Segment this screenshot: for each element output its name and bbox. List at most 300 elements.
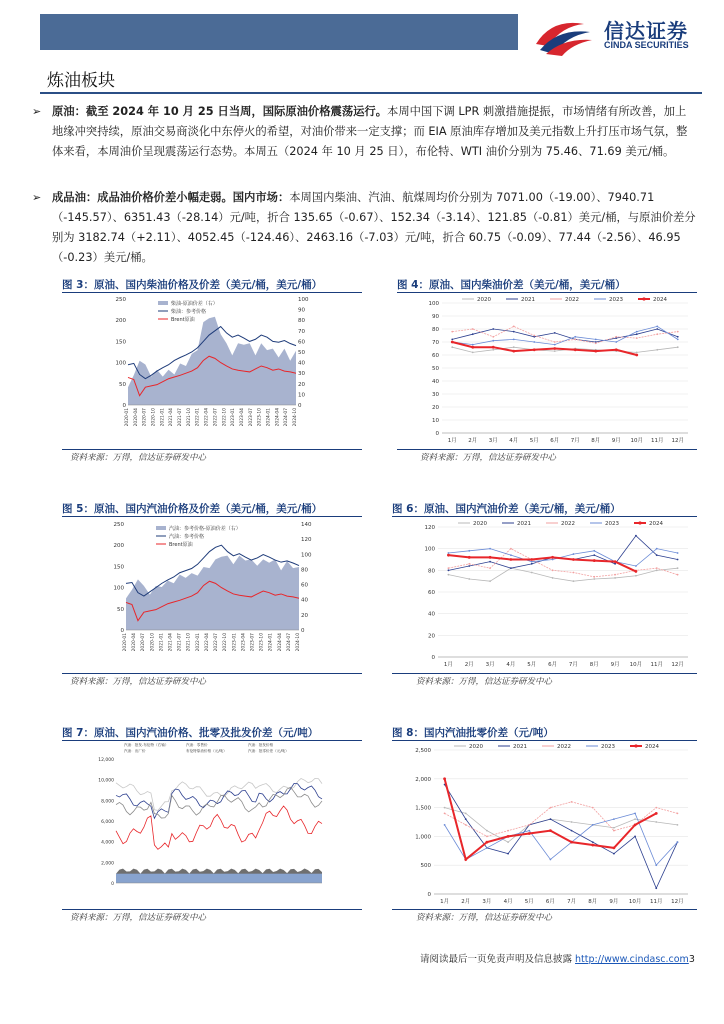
data-point-2021 <box>677 559 679 561</box>
y-left-tick-label: 100 <box>115 360 126 367</box>
data-point-2022 <box>595 342 597 344</box>
y-tick-label: 1,500 <box>415 805 431 812</box>
data-point-2021 <box>468 565 470 567</box>
data-point-2022 <box>486 836 488 838</box>
data-point-2020 <box>636 352 638 354</box>
x-tick-label: 2023-01 <box>231 408 237 427</box>
series-line-2022 <box>448 549 677 577</box>
series-line-0 <box>116 778 322 810</box>
data-point-2023 <box>655 864 657 866</box>
legend-swatch <box>156 526 166 530</box>
data-point-2020 <box>677 567 679 569</box>
fig7-chart <box>96 741 336 903</box>
paragraph-crude <box>32 102 697 162</box>
y-right-tick-label: 50 <box>298 350 305 356</box>
data-point-2023 <box>486 847 488 849</box>
data-point-2020 <box>677 346 679 348</box>
header-band <box>40 14 518 50</box>
x-tick-label: 11月 <box>650 662 663 668</box>
data-point-2023 <box>613 818 615 820</box>
legend-label: 柴油：参考价格 <box>171 309 207 315</box>
series-line-2024 <box>452 342 637 355</box>
x-tick-label: 2023-10 <box>257 408 263 427</box>
data-point-2023 <box>595 339 597 341</box>
legend-label: 汽油：参考价格 <box>169 534 205 540</box>
data-point-2024 <box>613 847 616 850</box>
data-point-2024 <box>634 823 637 826</box>
data-point-2023 <box>635 565 637 567</box>
y-tick-label: 20 <box>428 633 435 640</box>
x-tick-label: 8月 <box>588 899 598 905</box>
data-point-2021 <box>451 339 453 341</box>
series-line-2021 <box>452 329 678 342</box>
fig7-source: 资料来源：万得，信达证券研发中心 <box>70 913 207 923</box>
data-point-2023 <box>513 339 515 341</box>
y-tick-label: 50 <box>432 366 439 372</box>
x-tick-label: 2024-07 <box>286 633 292 652</box>
data-point-2022 <box>489 567 491 569</box>
y-left-tick-label: 150 <box>113 564 124 571</box>
data-point-2023 <box>615 341 617 343</box>
legend-label: Brent原油 <box>169 542 193 548</box>
data-point-2022 <box>448 567 450 569</box>
x-tick-label: 2020-04 <box>132 633 138 652</box>
legend-label: 2023 <box>601 744 615 750</box>
x-tick-label: 2024-04 <box>277 633 283 652</box>
x-tick-label: 2024-10 <box>293 408 298 427</box>
legend-label: 2021 <box>517 521 531 527</box>
data-point-2021 <box>593 554 595 556</box>
y-tick-label: 2,500 <box>415 748 431 754</box>
data-point-2024 <box>593 559 596 562</box>
fig5-bottom-rule <box>62 673 362 674</box>
data-point-2020 <box>552 577 554 579</box>
data-point-2024 <box>489 556 492 559</box>
data-point-2022 <box>656 567 658 569</box>
footer-disclaimer: 请阅读最后一页免责声明及信息披露 <box>420 954 576 965</box>
logo-text-en: CINDA SECURITIES <box>604 40 689 50</box>
paragraph-products-body: 本周国内柴油、汽油、航煤周均价分别为 7071.00（-19.00）、7940.71（-145.57）、6351.43（-28.14）元/吨，折合 135.65（-0.67）、152.34（-3.14）、121.85（-0.81）美元/桶，与原油价差分别为 3182.74（+2.11）、4052.45（-124.46）、2463.16（-7.03）元/吨，折合 60.75（-0.09）、77.44（-2.56）、46.95（-0.23）美元/桶。 <box>52 191 696 264</box>
y-left-tick-label: 50 <box>119 381 126 388</box>
data-point-2023 <box>656 548 658 550</box>
y-tick-label: 100 <box>428 301 439 307</box>
data-point-2021 <box>448 569 450 571</box>
legend-label: 2023 <box>605 521 619 527</box>
data-point-2023 <box>574 336 576 338</box>
data-point-2020 <box>571 821 573 823</box>
x-tick-label: 2月 <box>468 438 478 444</box>
fig5-source: 资料来源：万得，信达证券研发中心 <box>70 677 207 687</box>
fig8-bottom-rule <box>392 909 697 910</box>
data-point-2020 <box>656 569 658 571</box>
fig5-title: 图 5：原油、国内汽油价格及价差（美元/桶，美元/桶） <box>62 503 323 515</box>
y-right-tick-label: 140 <box>301 522 312 528</box>
series-line-2021 <box>448 536 677 571</box>
y-tick-label: 100 <box>424 546 435 553</box>
x-tick-label: 10月 <box>630 438 643 444</box>
y-tick-label: 80 <box>428 568 435 575</box>
y-right-tick-label: 120 <box>301 537 312 544</box>
y-tick-label: 0 <box>435 431 439 437</box>
y-tick-label: 0 <box>111 882 114 887</box>
data-point-2021 <box>510 567 512 569</box>
section-title: 炼油板块 <box>47 71 115 91</box>
bullet-arrow-icon: ➢ <box>32 105 42 118</box>
legend-swatch <box>158 301 168 305</box>
legend-label: 2020 <box>473 521 487 527</box>
x-tick-label: 4月 <box>509 438 519 444</box>
data-point-2022 <box>573 572 575 574</box>
x-tick-label: 7月 <box>567 899 577 905</box>
legend-label: 2022 <box>565 297 579 303</box>
y-tick-label: 8,000 <box>101 799 114 805</box>
data-point-2020 <box>468 578 470 580</box>
y-tick-label: 80 <box>432 327 439 333</box>
data-point-2022 <box>552 569 554 571</box>
bullet-arrow-icon: ➢ <box>32 191 42 204</box>
data-point-2022 <box>636 337 638 339</box>
y-tick-label: 4,000 <box>101 840 114 846</box>
data-point-2023 <box>552 559 554 561</box>
data-point-2023 <box>550 859 552 861</box>
data-point-2023 <box>492 340 494 342</box>
data-point-2024 <box>551 556 554 559</box>
data-point-2021 <box>592 841 594 843</box>
x-tick-label: 12月 <box>671 438 684 444</box>
y-tick-label: 2,000 <box>101 861 114 867</box>
data-point-2022 <box>614 574 616 576</box>
footer <box>420 951 695 965</box>
data-point-2021 <box>677 336 679 338</box>
x-tick-label: 9月 <box>611 438 621 444</box>
y-tick-label: 2,000 <box>415 776 431 783</box>
data-point-2020 <box>573 580 575 582</box>
data-point-2021 <box>571 830 573 832</box>
y-tick-label: 120 <box>424 525 435 531</box>
y-right-tick-label: 60 <box>298 339 305 346</box>
x-tick-label: 6月 <box>550 438 560 444</box>
x-tick-label: 2023-01 <box>232 633 238 652</box>
data-point-2021 <box>614 563 616 565</box>
y-tick-label: 70 <box>432 340 439 346</box>
data-point-2024 <box>451 341 454 344</box>
y-right-tick-label: 80 <box>298 318 305 325</box>
data-point-2024 <box>594 350 597 353</box>
legend-label: 2020 <box>477 297 491 303</box>
x-tick-label: 2022-04 <box>204 633 210 652</box>
x-tick-label: 10月 <box>629 662 643 668</box>
data-point-2020 <box>507 841 509 843</box>
legend-label: 2021 <box>521 297 535 303</box>
data-point-2021 <box>550 818 552 820</box>
fig8-chart <box>406 740 694 908</box>
data-point-2024 <box>572 558 575 561</box>
fig5-chart <box>110 518 315 670</box>
x-tick-label: 4月 <box>503 899 513 905</box>
data-point-2022 <box>655 807 657 809</box>
y-tick-label: 1,000 <box>415 834 431 841</box>
y-tick-label: 40 <box>432 379 439 385</box>
x-tick-label: 10月 <box>628 899 642 905</box>
x-tick-label: 2022-10 <box>223 633 229 652</box>
footer-url-link[interactable]: http://www.cindasc.com <box>575 954 689 965</box>
data-point-2021 <box>472 333 474 335</box>
x-tick-label: 2024-01 <box>268 633 274 652</box>
x-tick-label: 6月 <box>548 662 558 668</box>
x-tick-label: 2月 <box>464 662 474 668</box>
data-point-2024 <box>443 777 446 780</box>
data-point-2022 <box>444 812 446 814</box>
data-point-2024 <box>530 558 533 561</box>
data-point-2020 <box>489 580 491 582</box>
data-point-2021 <box>531 563 533 565</box>
y-tick-label: 20 <box>432 405 439 411</box>
fig6-source: 资料来源：万得，信达证券研发中心 <box>416 677 553 687</box>
legend-marker <box>638 521 641 524</box>
data-point-2024 <box>507 835 510 838</box>
y-tick-label: 6,000 <box>101 820 114 825</box>
y-tick-label: 90 <box>432 314 439 320</box>
paragraph-crude-heading: 原油：截至 2024 年 10 月 25 日当周，国际原油价格震荡运行。 <box>52 105 388 118</box>
data-point-2020 <box>486 830 488 832</box>
x-tick-label: 2020-04 <box>133 408 139 427</box>
x-tick-label: 2021-04 <box>168 633 174 652</box>
data-point-2022 <box>465 824 467 826</box>
y-right-tick-label: 100 <box>298 297 309 303</box>
fig3-rule <box>62 292 362 293</box>
data-point-2023 <box>468 550 470 552</box>
data-point-2020 <box>677 824 679 826</box>
y-right-tick-label: 20 <box>301 612 308 619</box>
y-left-tick-label: 0 <box>122 403 126 409</box>
y-right-tick-label: 90 <box>298 307 305 314</box>
fig6-title: 图 6：原油、国内汽油价差（美元/桶，美元/桶） <box>392 503 621 515</box>
y-right-tick-label: 40 <box>301 597 308 604</box>
x-tick-label: 1月 <box>447 438 457 444</box>
data-point-2024 <box>468 556 471 559</box>
data-point-2023 <box>593 550 595 552</box>
data-point-2021 <box>635 535 637 537</box>
data-point-2020 <box>613 827 615 829</box>
x-tick-label: 2022-01 <box>195 633 201 652</box>
data-point-2022 <box>677 574 679 576</box>
x-tick-label: 2023-04 <box>241 633 247 652</box>
data-point-2020 <box>513 346 515 348</box>
data-point-2022 <box>472 328 474 330</box>
y-tick-label: 40 <box>428 611 435 618</box>
data-point-2024 <box>510 558 513 561</box>
data-point-2021 <box>634 836 636 838</box>
paragraph-products <box>32 188 697 268</box>
y-tick-label: 0 <box>431 655 435 661</box>
legend-label: 2024 <box>649 521 663 527</box>
retail-spread-band <box>116 874 322 883</box>
data-point-2022 <box>468 563 470 565</box>
legend-label: 2022 <box>561 521 575 527</box>
data-point-2021 <box>655 887 657 889</box>
paragraph-crude-body: 本周中国下调 LPR 刺激措施提振，市场情绪有所改善，加上地缘冲突持续，原油交易商淡化中东停火的希望，对油价带来一定支撑；而 EIA 原油库存增加及美元指数上升打压市场气氛，整体来看，本周油价呈现震荡运行态势。本周五（2024 年 10 月 25 日），布伦特、WTI 油价分别为 75.46、71.69 美元/桶。 <box>52 105 688 158</box>
data-point-2023 <box>510 554 512 556</box>
data-point-2021 <box>656 328 658 330</box>
data-point-2023 <box>448 552 450 554</box>
x-tick-label: 2月 <box>461 899 471 905</box>
x-tick-label: 2020-07 <box>141 633 147 652</box>
data-point-2023 <box>636 331 638 333</box>
x-tick-label: 2021-04 <box>169 408 175 427</box>
data-point-2023 <box>489 548 491 550</box>
data-point-2024 <box>655 812 658 815</box>
data-point-2024 <box>486 841 489 844</box>
data-point-2024 <box>549 829 552 832</box>
y-right-tick-label: 30 <box>298 371 305 378</box>
x-tick-label: 7月 <box>568 662 578 668</box>
y-right-tick-label: 80 <box>301 567 308 574</box>
data-point-2020 <box>448 574 450 576</box>
legend-label: 2024 <box>645 744 659 750</box>
fig8-title: 图 8：国内汽油批零价差（元/吨） <box>392 727 554 739</box>
data-point-2023 <box>656 326 658 328</box>
data-point-2024 <box>635 354 638 357</box>
data-point-2022 <box>656 333 658 335</box>
legend-marker <box>642 297 645 300</box>
x-tick-label: 7月 <box>570 438 580 444</box>
x-tick-label: 2024-10 <box>296 633 301 652</box>
x-tick-label: 2023-10 <box>259 633 265 652</box>
x-tick-label: 2022-07 <box>213 408 219 427</box>
fig3-source: 资料来源：万得，信达证券研发中心 <box>70 453 207 463</box>
fig5-rule <box>62 516 362 517</box>
x-tick-label: 9月 <box>610 662 620 668</box>
legend-label: 2022 <box>557 744 571 750</box>
fig3-bottom-rule <box>62 449 362 450</box>
section-divider <box>40 92 702 94</box>
x-tick-label: 2024-01 <box>266 408 272 427</box>
x-tick-label: 2022-10 <box>222 408 228 427</box>
fig6-chart <box>414 517 694 673</box>
x-tick-label: 2021-10 <box>186 633 192 652</box>
y-right-tick-label: 100 <box>301 552 312 559</box>
data-point-2023 <box>472 344 474 346</box>
data-point-2024 <box>614 560 617 563</box>
fig4-source: 资料来源：万得，信达证券研发中心 <box>420 453 557 463</box>
fig3-title: 图 3：原油、国内柴油价格及价差（美元/桶，美元/桶） <box>62 279 323 291</box>
y-tick-label: 500 <box>420 863 431 870</box>
data-point-2024 <box>591 844 594 847</box>
data-point-2020 <box>472 352 474 354</box>
y-left-tick-label: 50 <box>117 606 124 613</box>
y-right-tick-label: 60 <box>301 582 308 589</box>
data-point-2021 <box>554 332 556 334</box>
data-point-2023 <box>677 841 679 843</box>
data-point-2023 <box>634 812 636 814</box>
data-point-2022 <box>492 336 494 338</box>
x-tick-label: 8月 <box>591 438 601 444</box>
data-point-2020 <box>451 346 453 348</box>
page-number: 3 <box>688 954 695 965</box>
x-tick-label: 12月 <box>671 899 684 905</box>
x-tick-label: 1月 <box>443 662 453 668</box>
data-point-2020 <box>634 818 636 820</box>
x-tick-label: 6月 <box>545 899 555 905</box>
x-tick-label: 3月 <box>482 899 492 905</box>
x-tick-label: 2022-07 <box>214 633 220 652</box>
y-tick-label: 30 <box>432 392 439 398</box>
data-point-2020 <box>492 349 494 351</box>
x-tick-label: 5月 <box>527 662 537 668</box>
fig4-title: 图 4：原油、国内柴油价差（美元/桶，美元/桶） <box>397 279 626 291</box>
x-tick-label: 3月 <box>488 438 498 444</box>
x-tick-label: 2020-10 <box>151 408 157 427</box>
fig3-chart <box>112 295 310 443</box>
series-line-1 <box>116 783 322 818</box>
data-point-2022 <box>615 336 617 338</box>
data-point-2022 <box>533 335 535 337</box>
legend-label: 2021 <box>513 744 527 750</box>
data-point-2021 <box>465 818 467 820</box>
x-tick-label: 11月 <box>650 899 663 905</box>
data-point-2022 <box>513 326 515 328</box>
x-tick-label: 3月 <box>485 662 495 668</box>
x-tick-label: 8月 <box>589 662 599 668</box>
data-point-2020 <box>554 350 556 352</box>
x-tick-label: 2023-04 <box>239 408 245 427</box>
fig6-bottom-rule <box>392 673 697 674</box>
data-point-2022 <box>554 341 556 343</box>
y-tick-label: 0 <box>427 892 431 898</box>
y-left-tick-label: 150 <box>115 339 126 346</box>
data-point-2020 <box>444 807 446 809</box>
fig7-bottom-rule <box>62 909 362 910</box>
data-point-2024 <box>574 348 577 351</box>
data-point-2022 <box>677 812 679 814</box>
data-point-2021 <box>656 554 658 556</box>
data-point-2023 <box>444 824 446 826</box>
x-tick-label: 2020-07 <box>142 408 148 427</box>
data-point-2022 <box>574 339 576 341</box>
data-point-2023 <box>528 830 530 832</box>
data-point-2020 <box>655 821 657 823</box>
legend-label: 布伦特原油价格（元/吨） <box>186 749 227 753</box>
y-tick-label: 60 <box>432 353 439 359</box>
data-point-2024 <box>570 841 573 844</box>
data-point-2020 <box>465 812 467 814</box>
y-left-tick-label: 0 <box>120 628 124 634</box>
data-point-2021 <box>513 331 515 333</box>
data-point-2024 <box>615 348 618 351</box>
legend-label: 柴油-原油价差（右） <box>171 301 218 307</box>
fig7-title: 图 7：原油、国内汽油价格、批零及批发价差（元/吨） <box>62 727 319 739</box>
data-point-2024 <box>528 832 531 835</box>
data-point-2020 <box>635 575 637 577</box>
legend-label: 汽油：批发价格 <box>248 743 274 747</box>
x-tick-label: 4月 <box>506 662 516 668</box>
data-point-2023 <box>677 339 679 341</box>
paragraph-products-heading: 成品油：成品油价格价差小幅走弱。国内市场： <box>52 191 290 204</box>
x-tick-label: 2021-07 <box>178 408 184 427</box>
x-tick-label: 2021-01 <box>160 408 166 427</box>
y-left-tick-label: 100 <box>113 585 124 592</box>
y-right-tick-label: 10 <box>298 392 305 399</box>
legend-label: 汽油：批发-布伦特（右轴） <box>124 743 169 747</box>
data-point-2023 <box>592 824 594 826</box>
data-point-2022 <box>571 801 573 803</box>
data-point-2021 <box>489 561 491 563</box>
fig4-chart <box>418 293 694 449</box>
x-tick-label: 2024-07 <box>284 408 290 427</box>
data-point-2022 <box>613 830 615 832</box>
y-right-tick-label: 40 <box>298 360 305 367</box>
y-tick-label: 10 <box>432 418 439 424</box>
